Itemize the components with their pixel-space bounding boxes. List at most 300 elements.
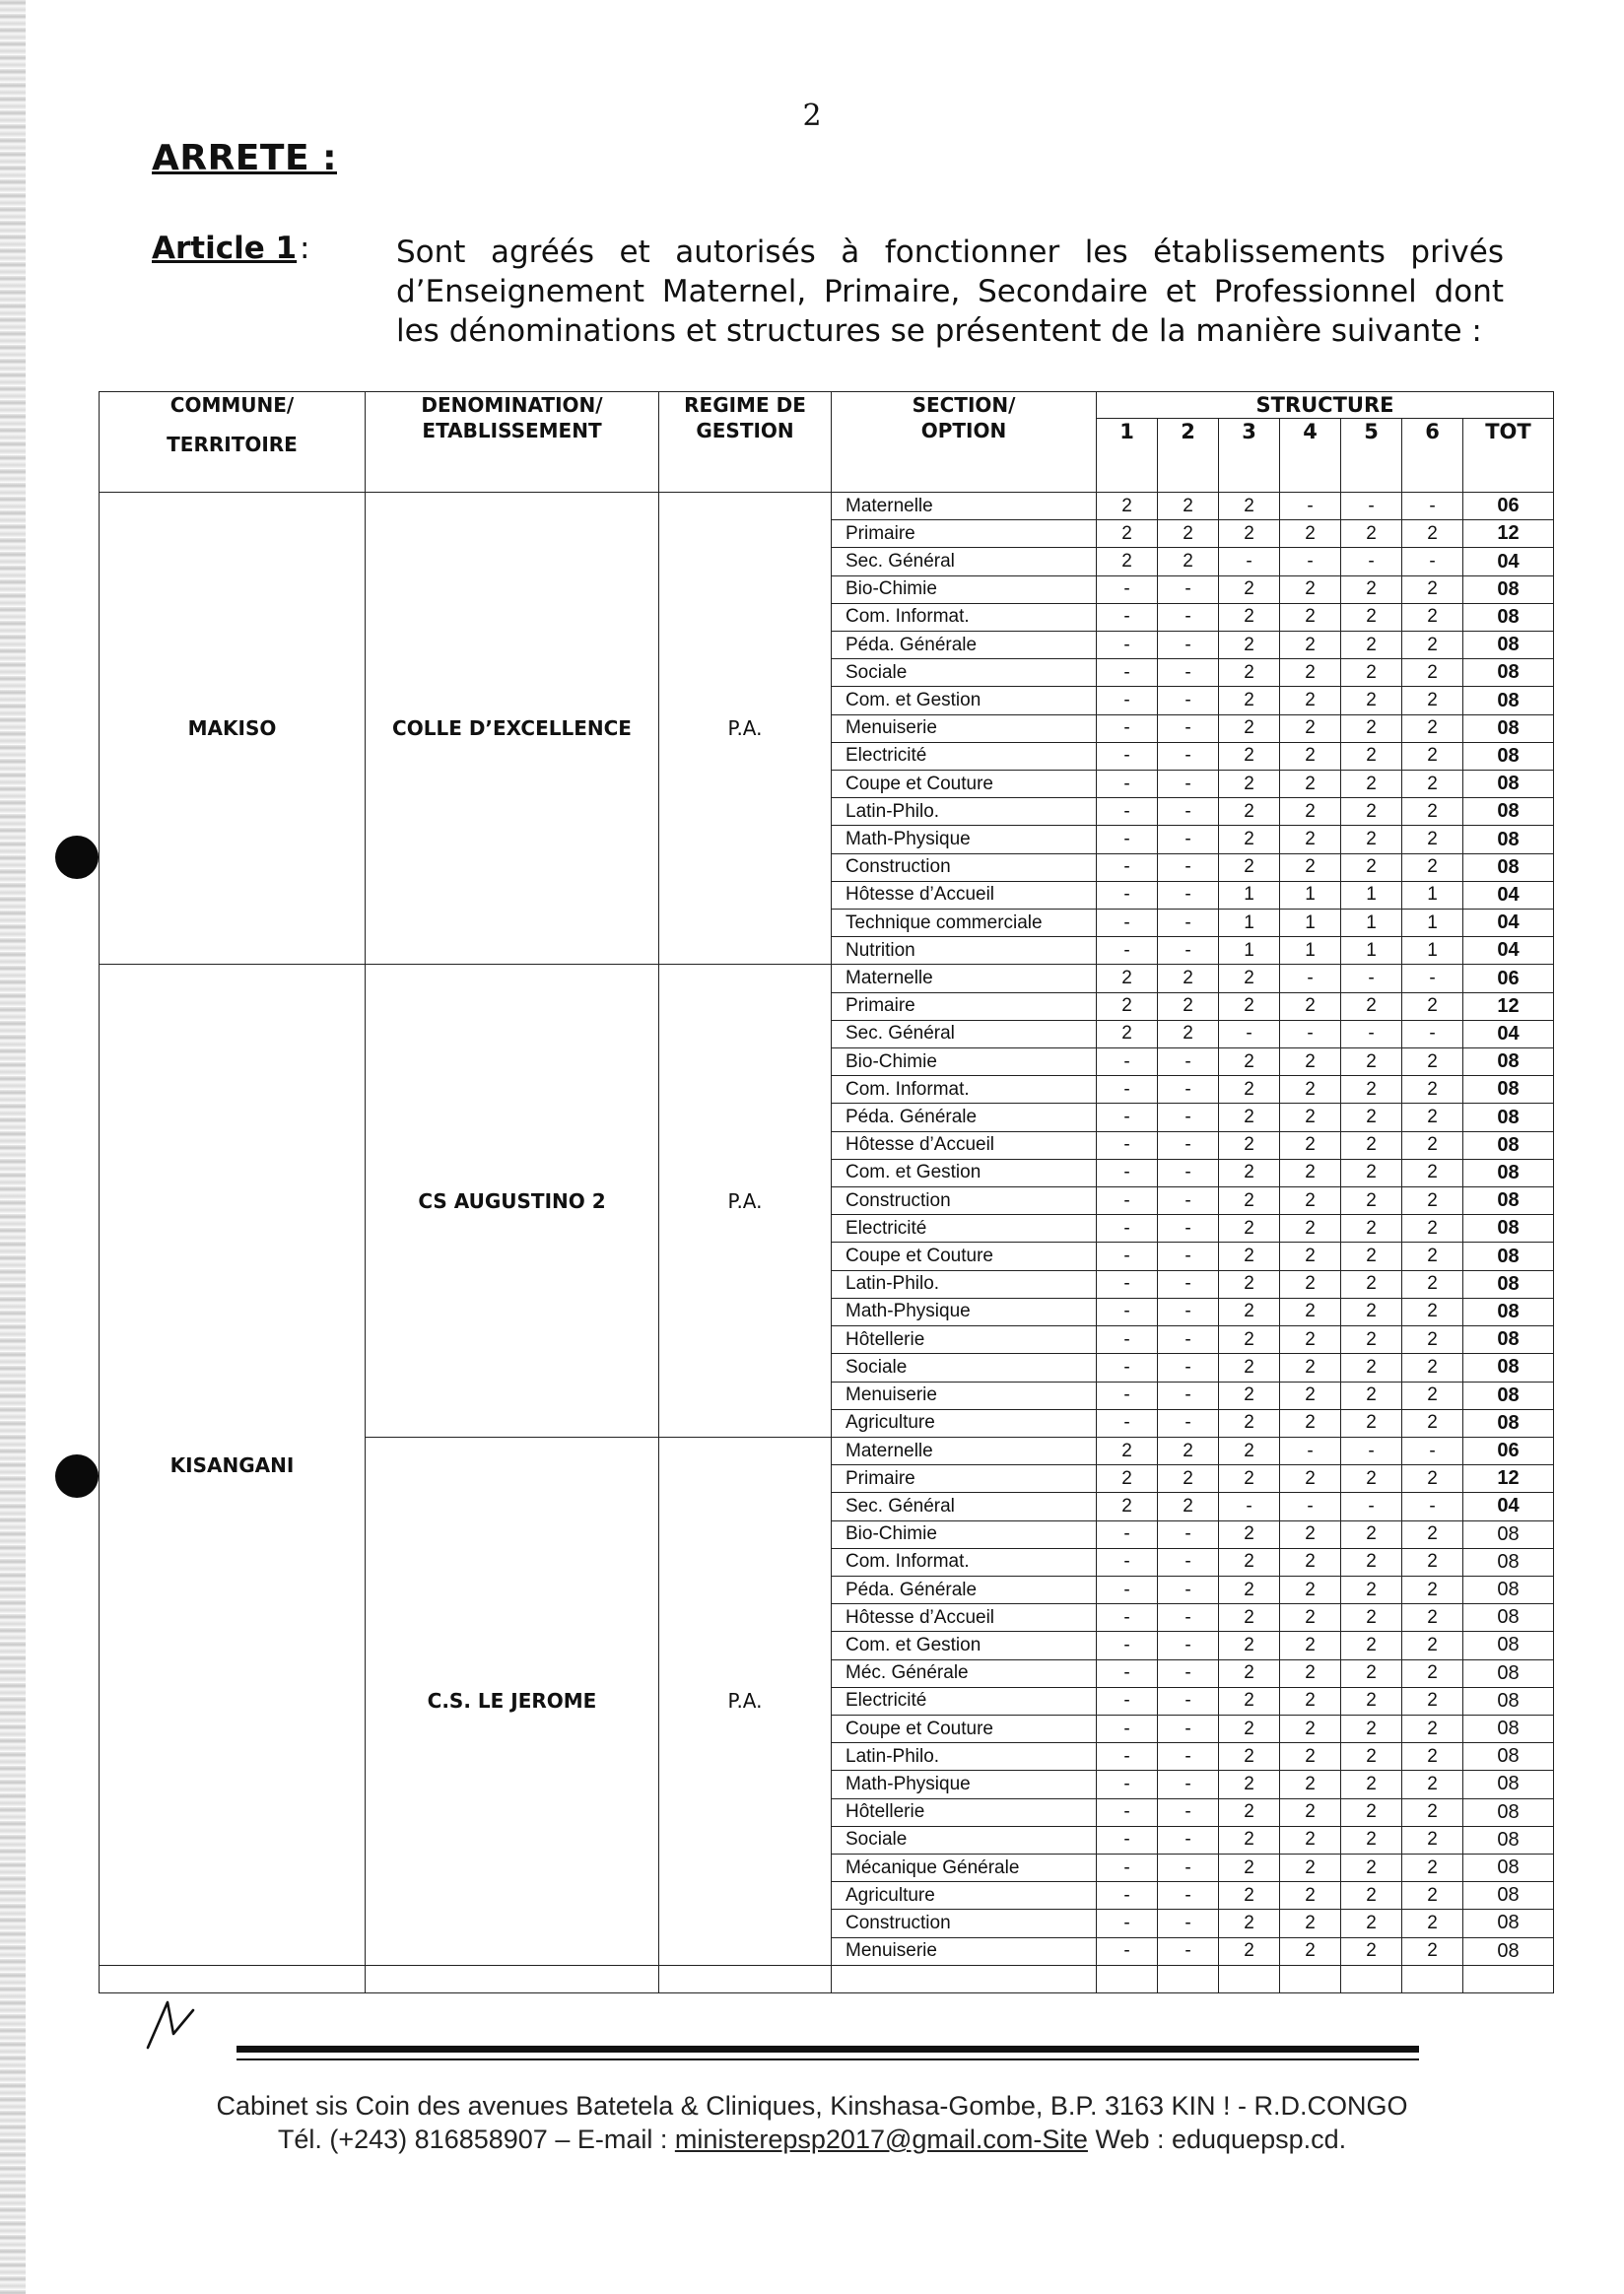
structure-cell-5: 2 [1341,1548,1402,1576]
structure-cell-2: - [1158,1076,1219,1104]
total-cell: 08 [1463,1270,1554,1298]
structure-cell-4: 2 [1280,1076,1341,1104]
section-cell: Math-Physique [832,826,1097,853]
structure-cell-2: - [1158,1215,1219,1243]
section-cell: Péda. Générale [832,632,1097,659]
total-cell: 04 [1463,910,1554,937]
structure-cell-4: 2 [1280,992,1341,1020]
structure-cell-5: 2 [1341,1131,1402,1159]
structure-cell-2: 2 [1158,1020,1219,1047]
structure-cell-5: 2 [1341,1187,1402,1215]
structure-cell-2: - [1158,937,1219,965]
structure-cell-1: - [1097,1826,1158,1854]
structure-cell-4: 2 [1280,1104,1341,1131]
header-col-1: 1 [1097,419,1158,493]
structure-cell-1: 2 [1097,548,1158,575]
structure-cell-4: 2 [1280,1743,1341,1771]
structure-cell-2: - [1158,1687,1219,1715]
structure-cell-4: 2 [1280,1215,1341,1243]
structure-cell-3: 2 [1219,1826,1280,1854]
structure-cell-2: 2 [1158,992,1219,1020]
header-section: SECTION/ OPTION [832,392,1097,493]
total-cell: 08 [1463,575,1554,603]
structure-cell-6: 2 [1402,742,1463,770]
section-cell: Menuiserie [832,1382,1097,1409]
structure-cell-4: 2 [1280,1409,1341,1437]
structure-cell-5: 2 [1341,603,1402,631]
structure-cell-3: 2 [1219,1298,1280,1325]
structure-cell-6: 2 [1402,1659,1463,1687]
total-cell: 08 [1463,1354,1554,1382]
header-structure: STRUCTURE [1097,392,1554,419]
structure-cell-6: 2 [1402,575,1463,603]
total-cell: 08 [1463,1854,1554,1881]
structure-cell-6: 2 [1402,1743,1463,1771]
structure-cell-6: 2 [1402,1910,1463,1937]
trailing-blank-cell [1158,1965,1219,1992]
structure-cell-2: - [1158,1937,1219,1965]
section-cell: Maternelle [832,965,1097,992]
structure-cell-5: - [1341,1020,1402,1047]
structure-cell-2: 2 [1158,1493,1219,1520]
structure-cell-5: - [1341,493,1402,520]
structure-cell-6: 2 [1402,1632,1463,1659]
structure-cell-1: - [1097,1548,1158,1576]
structure-cell-3: 2 [1219,771,1280,798]
structure-cell-2: - [1158,771,1219,798]
structure-cell-2: - [1158,575,1219,603]
structure-cell-5: 2 [1341,1798,1402,1826]
structure-cell-2: - [1158,1187,1219,1215]
section-cell: Com. et Gestion [832,687,1097,714]
structure-cell-3: 2 [1219,1076,1280,1104]
structure-cell-3: 2 [1219,1548,1280,1576]
structure-cell-5: 2 [1341,1743,1402,1771]
total-cell: 08 [1463,1159,1554,1186]
structure-cell-5: 2 [1341,1326,1402,1354]
footer-web: Web : eduquepsp.cd. [1087,2125,1347,2154]
footer-divider [237,2046,1419,2053]
total-cell: 08 [1463,1910,1554,1937]
structure-cell-6: - [1402,965,1463,992]
structure-cell-3: 2 [1219,1354,1280,1382]
structure-cell-1: - [1097,910,1158,937]
section-cell: Primaire [832,520,1097,548]
structure-cell-4: 2 [1280,632,1341,659]
total-cell: 08 [1463,1520,1554,1548]
structure-cell-4: 2 [1280,1048,1341,1076]
total-cell: 04 [1463,548,1554,575]
total-cell: 08 [1463,714,1554,742]
structure-cell-1: - [1097,1048,1158,1076]
table-row [100,493,1554,520]
total-cell: 04 [1463,1020,1554,1047]
structure-cell-6: 2 [1402,1298,1463,1325]
structure-cell-5: 2 [1341,1826,1402,1854]
section-cell: Bio-Chimie [832,1520,1097,1548]
structure-cell-1: - [1097,1243,1158,1270]
structure-cell-6: 2 [1402,1798,1463,1826]
total-cell: 08 [1463,1743,1554,1771]
structure-cell-4: 2 [1280,659,1341,687]
total-cell: 08 [1463,742,1554,770]
structure-cell-5: 2 [1341,1215,1402,1243]
structure-cell-3: - [1219,548,1280,575]
structure-cell-5: 2 [1341,1270,1402,1298]
footer-email-link[interactable]: ministerepsp2017@gmail.com-Site [674,2125,1088,2154]
structure-cell-1: - [1097,1131,1158,1159]
total-cell: 08 [1463,1604,1554,1632]
structure-cell-4: 2 [1280,687,1341,714]
trailing-blank-cell [832,1965,1097,1992]
section-cell: Sociale [832,1354,1097,1382]
structure-cell-1: - [1097,1298,1158,1325]
structure-cell-6: - [1402,548,1463,575]
total-cell: 08 [1463,1715,1554,1742]
total-cell: 08 [1463,798,1554,826]
structure-cell-3: 2 [1219,1409,1280,1437]
structure-cell-2: - [1158,1854,1219,1881]
structure-cell-5: 2 [1341,659,1402,687]
structure-cell-2: - [1158,1604,1219,1632]
structure-cell-3: 2 [1219,1632,1280,1659]
structure-cell-6: 2 [1402,771,1463,798]
establishment-cell: COLLE D’EXCELLENCE [366,493,659,965]
header-col-tot: TOT [1463,419,1554,493]
structure-cell-1: - [1097,659,1158,687]
trailing-blank-cell [1341,1965,1402,1992]
structure-cell-6: 2 [1402,687,1463,714]
article-label: Article 1 [152,231,298,266]
structure-cell-3: 2 [1219,1465,1280,1493]
total-cell: 08 [1463,1298,1554,1325]
structure-cell-1: - [1097,1520,1158,1548]
structure-cell-4: - [1280,1020,1341,1047]
structure-cell-6: 1 [1402,881,1463,909]
structure-cell-5: 2 [1341,1882,1402,1910]
structure-cell-1: - [1097,1354,1158,1382]
structure-cell-6: 1 [1402,937,1463,965]
total-cell: 08 [1463,853,1554,881]
total-cell: 08 [1463,1048,1554,1076]
structure-cell-5: 2 [1341,1604,1402,1632]
section-cell: Construction [832,853,1097,881]
structure-cell-4: 2 [1280,714,1341,742]
structure-cell-6: 2 [1402,853,1463,881]
structure-cell-5: 2 [1341,1354,1402,1382]
structure-cell-6: 2 [1402,1548,1463,1576]
punch-hole [55,836,99,879]
section-cell: Péda. Générale [832,1104,1097,1131]
structure-cell-4: 2 [1280,603,1341,631]
structure-cell-3: 2 [1219,798,1280,826]
regime-cell: P.A. [659,965,832,1437]
handwritten-initial [144,1996,203,2052]
structure-cell-2: - [1158,853,1219,881]
total-cell: 04 [1463,937,1554,965]
trailing-blank-cell [1463,1965,1554,1992]
section-cell: Com. et Gestion [832,1159,1097,1186]
structure-cell-2: - [1158,1576,1219,1603]
total-cell: 08 [1463,1632,1554,1659]
structure-cell-3: 2 [1219,826,1280,853]
structure-cell-2: - [1158,1743,1219,1771]
structure-cell-4: 2 [1280,520,1341,548]
structure-cell-3: 2 [1219,992,1280,1020]
total-cell: 08 [1463,1659,1554,1687]
structure-cell-1: 2 [1097,520,1158,548]
structure-cell-3: 2 [1219,603,1280,631]
structure-cell-2: - [1158,1520,1219,1548]
structure-cell-2: 2 [1158,1465,1219,1493]
structure-cell-6: 2 [1402,992,1463,1020]
structure-cell-6: 2 [1402,1826,1463,1854]
punch-hole [55,1454,99,1498]
structure-cell-3: 1 [1219,881,1280,909]
total-cell: 06 [1463,1437,1554,1464]
structure-cell-2: 2 [1158,493,1219,520]
section-cell: Mécanique Générale [832,1854,1097,1881]
structure-cell-1: - [1097,742,1158,770]
total-cell: 12 [1463,520,1554,548]
structure-cell-6: 2 [1402,1104,1463,1131]
structure-cell-6: 2 [1402,714,1463,742]
total-cell: 08 [1463,603,1554,631]
article-colon: : [300,231,310,266]
structure-cell-4: 2 [1280,826,1341,853]
structure-cell-1: - [1097,1104,1158,1131]
structure-cell-2: - [1158,632,1219,659]
structure-cell-2: 2 [1158,965,1219,992]
commune-cell: MAKISO [100,493,366,965]
structure-cell-2: - [1158,1326,1219,1354]
structure-cell-3: 2 [1219,742,1280,770]
structure-cell-5: - [1341,1493,1402,1520]
structure-cell-2: - [1158,1826,1219,1854]
structure-cell-4: 2 [1280,1826,1341,1854]
structure-cell-2: - [1158,1298,1219,1325]
total-cell: 08 [1463,1131,1554,1159]
section-cell: Bio-Chimie [832,1048,1097,1076]
structure-cell-2: - [1158,826,1219,853]
structure-cell-2: - [1158,1382,1219,1409]
structure-cell-6: 2 [1402,1243,1463,1270]
total-cell: 08 [1463,1409,1554,1437]
structure-cell-5: 2 [1341,1520,1402,1548]
structure-cell-3: 2 [1219,1326,1280,1354]
header-commune: COMMUNE/ TERRITOIRE [100,392,366,493]
total-cell: 08 [1463,1548,1554,1576]
structure-cell-6: - [1402,1493,1463,1520]
structure-cell-2: - [1158,1882,1219,1910]
structure-cell-4: 2 [1280,798,1341,826]
structure-cell-1: 2 [1097,1437,1158,1464]
structure-cell-4: 2 [1280,1604,1341,1632]
structure-cell-4: 2 [1280,1298,1341,1325]
structure-cell-1: - [1097,1604,1158,1632]
structure-cell-3: 2 [1219,965,1280,992]
structure-cell-6: 2 [1402,1882,1463,1910]
structure-cell-1: - [1097,881,1158,909]
structure-cell-3: 2 [1219,1104,1280,1131]
structure-cell-3: 2 [1219,1715,1280,1742]
structure-cell-1: - [1097,798,1158,826]
structure-cell-4: 1 [1280,881,1341,909]
structure-cell-2: - [1158,1409,1219,1437]
structure-cell-2: - [1158,1354,1219,1382]
section-cell: Com. et Gestion [832,1632,1097,1659]
structure-cell-3: 2 [1219,1576,1280,1603]
structure-cell-5: 2 [1341,1409,1402,1437]
header-col-6: 6 [1402,419,1463,493]
structure-cell-3: 2 [1219,1131,1280,1159]
section-cell: Math-Physique [832,1298,1097,1325]
structure-cell-5: 2 [1341,992,1402,1020]
section-cell: Latin-Philo. [832,798,1097,826]
structure-cell-6: 2 [1402,1520,1463,1548]
structure-cell-6: 2 [1402,659,1463,687]
structure-cell-6: 2 [1402,1187,1463,1215]
trailing-blank-cell [100,1965,366,1992]
section-cell: Agriculture [832,1409,1097,1437]
section-cell: Primaire [832,1465,1097,1493]
structure-cell-3: 2 [1219,1159,1280,1186]
structure-cell-6: 2 [1402,1771,1463,1798]
structure-cell-1: - [1097,1576,1158,1603]
section-cell: Coupe et Couture [832,1243,1097,1270]
structure-cell-3: 2 [1219,1882,1280,1910]
section-cell: Menuiserie [832,1937,1097,1965]
structure-cell-3: 2 [1219,1687,1280,1715]
header-col-4: 4 [1280,419,1341,493]
structure-cell-6: 2 [1402,1604,1463,1632]
footer-phone: Tél. (+243) 816858907 – E-mail : [277,2125,675,2154]
structure-cell-6: 2 [1402,1131,1463,1159]
structure-cell-1: - [1097,1937,1158,1965]
total-cell: 08 [1463,1771,1554,1798]
structure-cell-5: 2 [1341,1465,1402,1493]
structure-cell-2: 2 [1158,520,1219,548]
trailing-blank-cell [659,1965,832,1992]
structure-cell-4: - [1280,548,1341,575]
structure-cell-1: - [1097,937,1158,965]
structure-cell-3: 2 [1219,659,1280,687]
structure-cell-2: - [1158,1131,1219,1159]
structure-cell-4: 2 [1280,1771,1341,1798]
structure-cell-3: 2 [1219,1048,1280,1076]
trailing-blank-cell [1402,1965,1463,1992]
total-cell: 08 [1463,1882,1554,1910]
structure-cell-1: - [1097,1076,1158,1104]
structure-cell-4: 2 [1280,1882,1341,1910]
total-cell: 08 [1463,1076,1554,1104]
structure-cell-6: 2 [1402,1715,1463,1742]
total-cell: 08 [1463,1382,1554,1409]
structure-cell-6: 2 [1402,1382,1463,1409]
structure-cell-6: 2 [1402,1576,1463,1603]
structure-cell-1: - [1097,826,1158,853]
structure-cell-3: 2 [1219,1659,1280,1687]
structure-cell-1: - [1097,1326,1158,1354]
structure-cell-1: - [1097,1187,1158,1215]
section-cell: Péda. Générale [832,1576,1097,1603]
structure-cell-1: - [1097,1270,1158,1298]
structure-cell-4: 2 [1280,1270,1341,1298]
section-cell: Math-Physique [832,1771,1097,1798]
structure-cell-4: 2 [1280,1798,1341,1826]
total-cell: 06 [1463,965,1554,992]
structure-cell-2: - [1158,1715,1219,1742]
structure-cell-2: - [1158,1048,1219,1076]
structure-cell-2: - [1158,603,1219,631]
structure-cell-3: 2 [1219,853,1280,881]
structure-cell-1: - [1097,1659,1158,1687]
structure-cell-5: 2 [1341,1687,1402,1715]
structure-cell-5: 2 [1341,798,1402,826]
structure-cell-5: 2 [1341,1632,1402,1659]
structure-cell-1: - [1097,1409,1158,1437]
structure-cell-5: 1 [1341,881,1402,909]
footer-divider [237,2058,1419,2060]
structure-cell-5: 1 [1341,910,1402,937]
structure-cell-5: 2 [1341,1104,1402,1131]
structure-cell-1: - [1097,1215,1158,1243]
structure-cell-3: 2 [1219,493,1280,520]
structure-cell-2: - [1158,1632,1219,1659]
structure-cell-4: 2 [1280,1659,1341,1687]
structure-cell-3: 2 [1219,1215,1280,1243]
structure-cell-3: 1 [1219,937,1280,965]
structure-cell-2: - [1158,910,1219,937]
section-cell: Maternelle [832,1437,1097,1464]
structure-cell-5: 2 [1341,1243,1402,1270]
structure-cell-1: - [1097,1854,1158,1881]
section-cell: Hôtellerie [832,1326,1097,1354]
structure-cell-6: 2 [1402,1465,1463,1493]
section-cell: Coupe et Couture [832,1715,1097,1742]
structure-cell-2: - [1158,1771,1219,1798]
section-cell: Sec. Général [832,1493,1097,1520]
total-cell: 08 [1463,1187,1554,1215]
structure-cell-1: - [1097,1771,1158,1798]
structure-cell-5: 2 [1341,1048,1402,1076]
header-denomination: DENOMINATION/ ETABLISSEMENT [366,392,659,493]
structure-cell-3: 2 [1219,1604,1280,1632]
structure-cell-2: - [1158,1798,1219,1826]
structure-cell-4: 2 [1280,1131,1341,1159]
structure-cell-5: 2 [1341,1937,1402,1965]
structure-cell-4: 2 [1280,1576,1341,1603]
section-cell: Latin-Philo. [832,1270,1097,1298]
total-cell: 12 [1463,1465,1554,1493]
establishments-table [99,391,1554,1993]
structure-cell-1: - [1097,771,1158,798]
section-cell: Hôtesse d’Accueil [832,1604,1097,1632]
structure-cell-6: 2 [1402,1409,1463,1437]
structure-cell-3: 2 [1219,1437,1280,1464]
structure-cell-5: 2 [1341,1659,1402,1687]
structure-cell-2: - [1158,687,1219,714]
total-cell: 08 [1463,632,1554,659]
structure-cell-2: 2 [1158,548,1219,575]
structure-cell-1: 2 [1097,493,1158,520]
total-cell: 08 [1463,1576,1554,1603]
total-cell: 08 [1463,826,1554,853]
structure-cell-3: 2 [1219,632,1280,659]
regime-cell: P.A. [659,1437,832,1965]
trailing-blank-cell [366,1965,659,1992]
structure-cell-4: 2 [1280,1465,1341,1493]
